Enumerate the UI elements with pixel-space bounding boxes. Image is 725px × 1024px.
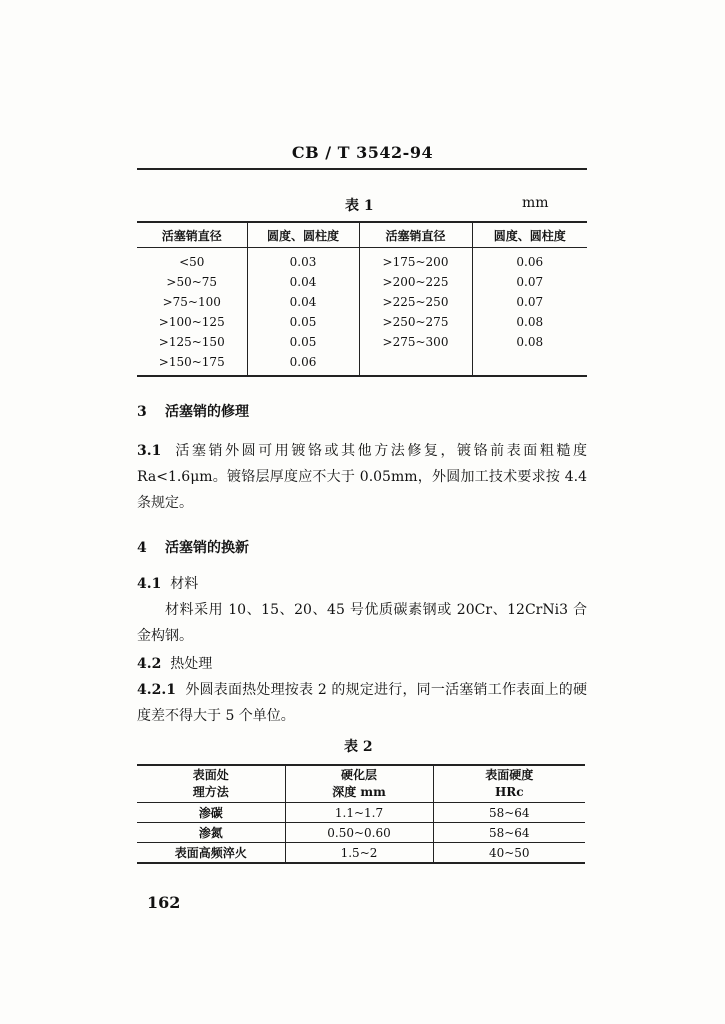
section-title: 活塞销的修理	[165, 404, 249, 420]
table-cell: >75~100	[137, 292, 247, 312]
table-cell: 0.03	[247, 248, 359, 273]
table-cell: 0.50~0.60	[285, 823, 433, 843]
table-cell: 0.08	[516, 335, 544, 349]
table2-header-cell: 表面硬度 HRc	[433, 765, 585, 803]
page-number: 162	[147, 893, 181, 912]
table-cell: <50	[137, 248, 247, 273]
table-cell: >275~300	[359, 332, 472, 352]
section3-1-paragraph	[137, 438, 587, 516]
table2-caption: 表 2	[344, 739, 373, 755]
paragraph-text: 外圆表面热处理按表 2 的规定进行，同一活塞销工作表面上的硬度差不得大于 5 个单位。	[137, 682, 587, 724]
document-code: CB / T 3542-94	[291, 143, 434, 162]
table-row	[137, 248, 587, 273]
table1-header-cell: 活塞销直径	[137, 222, 247, 248]
table-cell: >125~150	[137, 332, 247, 352]
table-cell: 0.07	[516, 295, 544, 309]
section-number: 4	[137, 540, 147, 556]
table2-header-cell: 表面处 理方法	[137, 765, 285, 803]
table-row	[137, 823, 585, 843]
table-row	[137, 272, 587, 292]
table1-header-cell: 圆度、圆柱度	[472, 222, 587, 248]
table-row	[137, 312, 587, 332]
paragraph-text: 活塞销外圆可用镀铬或其他方法修复，镀铬前表面粗糙度 Ra<1.6μm。镀铬层厚度应不大于 0.05mm，外圆加工技术要求按 4.4 条规定。	[137, 443, 588, 511]
table-cell: >50~75	[137, 272, 247, 292]
section3-heading	[137, 401, 249, 421]
section4-1-heading	[137, 571, 587, 597]
table-row	[137, 332, 587, 352]
subsection-number: 4.1	[137, 576, 162, 592]
table1-unit: mm	[522, 195, 549, 211]
table2-header-cell: 硬化层 深度 mm	[285, 765, 433, 803]
table-cell: 0.08	[516, 315, 544, 329]
table1-caption: 表 1	[345, 198, 374, 214]
table1	[137, 221, 587, 377]
subsection-title: 材料	[170, 576, 199, 592]
subsection-number: 3.1	[137, 443, 162, 459]
table-cell: 0.05	[247, 312, 359, 332]
table-cell: 0.04	[247, 292, 359, 312]
section-title: 活塞销的换新	[165, 540, 249, 556]
table-cell: >250~275	[359, 312, 472, 332]
table-cell: >100~125	[137, 312, 247, 332]
section4-2-heading	[137, 651, 587, 677]
table-cell: 渗氮	[137, 823, 285, 843]
table-cell: 0.05	[247, 332, 359, 352]
subsection-title: 热处理	[170, 656, 213, 672]
table-cell: 0.04	[247, 272, 359, 292]
subsection-number: 4.2	[137, 656, 162, 672]
table-cell: 表面高频淬火	[137, 843, 285, 864]
table-cell	[359, 352, 472, 376]
table-cell: >150~175	[137, 352, 247, 376]
table1-header-cell: 圆度、圆柱度	[247, 222, 359, 248]
table1-header-row	[137, 222, 587, 248]
section4-1-paragraph: 材料采用 10、15、20、45 号优质碳素钢或 20Cr、12CrNi3 合金构钢。	[137, 602, 587, 644]
table2	[137, 764, 585, 864]
table-cell: 40~50	[433, 843, 585, 864]
table1-header-cell: 活塞销直径	[359, 222, 472, 248]
table-cell: 0.06	[516, 255, 544, 269]
table-cell	[472, 352, 587, 376]
header-rule	[137, 168, 587, 170]
table-cell: 0.07	[516, 275, 544, 289]
table2-header-row	[137, 765, 585, 803]
section4-2-1-paragraph	[137, 677, 587, 729]
subsection-number: 4.2.1	[137, 682, 176, 698]
table-row	[137, 843, 585, 864]
table-cell: 渗碳	[137, 803, 285, 823]
table-cell: 58~64	[433, 823, 585, 843]
table-row	[137, 803, 585, 823]
section-number: 3	[137, 404, 147, 420]
table-cell: >225~250	[359, 292, 472, 312]
table-cell: >175~200	[359, 248, 472, 273]
table-cell: 58~64	[433, 803, 585, 823]
table-cell: 1.1~1.7	[285, 803, 433, 823]
section4-heading	[137, 537, 249, 557]
table-row	[137, 292, 587, 312]
table-cell: 0.06	[247, 352, 359, 376]
table-row	[137, 352, 587, 376]
table-cell: >200~225	[359, 272, 472, 292]
table-cell: 1.5~2	[285, 843, 433, 864]
